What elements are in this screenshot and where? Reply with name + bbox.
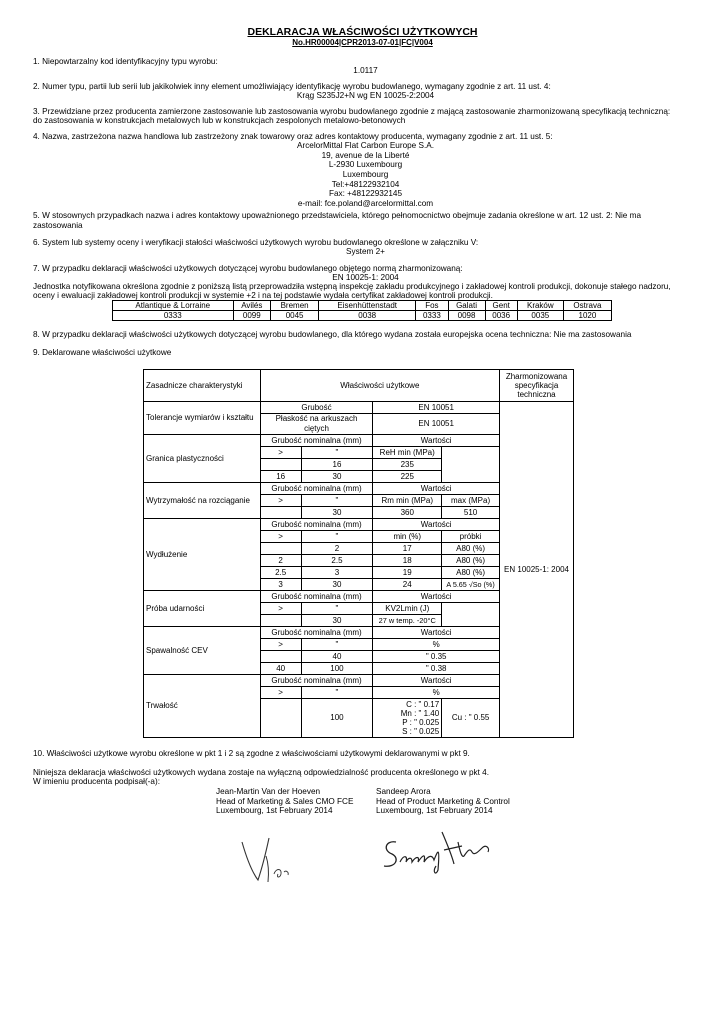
thickness-header: Grubość nominalna (mm) — [260, 675, 373, 687]
lab-code: 0035 — [517, 311, 563, 321]
section-4-text: 4. Nazwa, zastrzeżona nazwa handlowa lub zastrzeżony znak towarowy oraz adres kontaktowy producenta, wymagany zgodnie z art. 11 ust. 5: — [33, 132, 553, 141]
tolerance-flatness-norm: EN 10051 — [373, 414, 500, 435]
thickness-from — [260, 615, 301, 627]
unit-cell: próbki — [442, 531, 500, 543]
cev-label: Spawalność CEV — [144, 627, 261, 675]
tensile-label: Wytrzymałość na rozciąganie — [144, 483, 261, 519]
value-cell: " 0.35 — [373, 651, 500, 663]
elongation-label: Wydłużenie — [144, 519, 261, 591]
section-2-text: 2. Numer typu, partii lub serii lub jakikolwiek inny element umożliwiający identyfikację wyrobu budowlanego, wymagany zgodnie z art. 11 ust. 4: — [33, 82, 551, 91]
thickness-to: 30 — [301, 471, 373, 483]
section-6-text: 6. System lub systemy oceny i weryfikacji stałości właściwości użytkowych wyrobu budowlanego określone w załączniku V: — [33, 238, 479, 247]
thickness-from — [260, 507, 301, 519]
section-8-text: 8. W przypadku deklaracji właściwości użytkowych dotyczącej wyrobu budowlanego, dla którego wydana została europejska ocena techniczna: Nie ma zastosowania — [33, 330, 632, 339]
lab-code: 0036 — [485, 311, 517, 321]
thickness-to: 2 — [301, 543, 373, 555]
gt-symbol: > — [260, 531, 301, 543]
lab-code: 0098 — [448, 311, 485, 321]
thickness-header: Grubość nominalna (mm) — [260, 519, 373, 531]
signature-2-image — [378, 822, 498, 882]
signer-place: Luxembourg, 1st February 2014 — [376, 806, 493, 816]
signer-2 — [376, 787, 510, 816]
thickness-header: Grubość nominalna (mm) — [260, 627, 373, 639]
thickness-from: 3 — [260, 579, 301, 591]
address-line: Luxembourg — [342, 170, 389, 180]
empty-cell — [442, 615, 500, 627]
document-title: DEKLARACJA WŁAŚCIWOŚCI UŻYTKOWYCH — [247, 26, 478, 38]
thickness-header: Grubość nominalna (mm) — [260, 591, 373, 603]
durability-label: Trwałość — [144, 675, 261, 738]
gt-symbol: > — [260, 603, 301, 615]
chemistry-line: S : " 0.025 — [402, 727, 440, 736]
table-row — [144, 402, 574, 414]
properties-table — [143, 369, 574, 738]
codes-row — [113, 311, 612, 321]
address-line: 19, avenue de la Liberté — [321, 150, 410, 160]
lab-name: Avilés — [233, 301, 271, 311]
closing-text: Niniejsza deklaracja właściwości użytkowych wydana zostaje na wyłączną odpowiedzialność producenta określonego w pkt 4. — [33, 768, 490, 777]
section-1-value: 1.0117 — [353, 66, 378, 75]
tolerance-label: Tolerancje wymiarów i kształtu — [144, 402, 261, 435]
spec-line: techniczna — [517, 390, 556, 399]
section-5-text-cont: zastosowania — [33, 221, 83, 230]
thickness-from — [260, 459, 301, 471]
empty-cell — [442, 603, 500, 615]
unit-cell: max (MPa) — [442, 495, 500, 507]
copper-cell: Cu : " 0.55 — [442, 699, 500, 738]
lab-name: Galati — [448, 301, 485, 311]
section-7-body: Jednostka notyfikowana określona zgodnie z poniższą listą przeprowadziła wstępną inspekcję zakładu produkcyjnego i zakładowej kontroli produkcji, dokonuje stałego nadzoru, — [33, 282, 671, 291]
value-cell: 510 — [442, 507, 500, 519]
section-9-text: 9. Deklarowane właściwości użytkowe — [33, 348, 172, 357]
sample-cell: A80 (%) — [442, 567, 500, 579]
thickness-from — [260, 651, 301, 663]
header-properties: Właściwości użytkowe — [260, 370, 499, 402]
chemistry-line: C : " 0.17 — [406, 700, 440, 709]
spec-line: Zharmonizowana — [505, 372, 568, 381]
gt-symbol: > — [260, 639, 301, 651]
signer-1 — [216, 787, 353, 816]
sample-cell: A80 (%) — [442, 555, 500, 567]
lab-name: Fos — [416, 301, 448, 311]
section-6-value: System 2+ — [346, 247, 385, 256]
values-header: Wartości — [373, 675, 500, 687]
le-symbol: " — [301, 447, 373, 459]
empty-cell — [442, 471, 500, 483]
values-header: Wartości — [373, 483, 500, 495]
tolerance-thickness-norm: EN 10051 — [373, 402, 500, 414]
gt-symbol: > — [260, 687, 301, 699]
section-7-norm: EN 10025-1: 2004 — [332, 273, 399, 282]
signer-title: Head of Product Marketing & Control — [376, 796, 510, 806]
thickness-header: Grubość nominalna (mm) — [260, 435, 373, 447]
yield-label: Granica plastyczności — [144, 435, 261, 483]
signer-name: Jean-Martin Van der Hoeven — [216, 787, 321, 796]
signer-place: Luxembourg, 1st February 2014 — [216, 806, 333, 816]
thickness-to: 16 — [301, 459, 373, 471]
spec-line: specyfikacja — [514, 381, 559, 390]
signer-title: Head of Marketing & Sales CMO FCE — [216, 796, 354, 806]
thickness-from: 2 — [260, 555, 301, 567]
address-line: Fax: +48122932145 — [328, 189, 403, 199]
value-cell: 17 — [373, 543, 442, 555]
thickness-to: 30 — [301, 507, 373, 519]
empty-cell — [260, 699, 301, 738]
tolerance-flatness: Płaskość na arkuszach ciętych — [260, 414, 373, 435]
lab-code: 0099 — [233, 311, 271, 321]
signer-name: Sandeep Arora — [376, 787, 431, 796]
value-cell: 18 — [373, 555, 442, 567]
thickness-from: 2.5 — [260, 567, 301, 579]
value-cell: " 0.38 — [373, 663, 500, 675]
header-specification — [500, 370, 574, 402]
thickness-header: Grubość nominalna (mm) — [260, 483, 373, 495]
unit-cell: % — [373, 639, 500, 651]
lab-name: Ostrava — [563, 301, 611, 311]
lab-code: 0045 — [271, 311, 319, 321]
gt-symbol: > — [260, 495, 301, 507]
thickness-to: 2.5 — [301, 555, 373, 567]
section-1-text: 1. Niepowtarzalny kod identyfikacyjny typu wyrobu: — [33, 57, 218, 66]
section-3-text: 3. Przewidziane przez producenta zamierzone zastosowanie lub zastosowania wyrobu budowlanego zgodnie z mającą zastosowanie zharmonizowaną specyfikacją techniczną: — [33, 107, 671, 116]
value-cell: 360 — [373, 507, 442, 519]
unit-cell: % — [373, 687, 500, 699]
unit-cell: min (%) — [373, 531, 442, 543]
sample-cell: A 5.65 √So (%) — [442, 579, 500, 591]
section-5-text: 5. W stosownych przypadkach nazwa i adres kontaktowy upoważnionego przedstawiciela, którego pełnomocnictwo obejmuje zadania określone w art. 12 ust. 2: Nie ma — [33, 211, 642, 220]
value-cell: 27 w temp. -20°C — [373, 615, 442, 627]
section-7-body-cont: oceny i ewaluacji zakładowej kontroli produkcji w systemie +2 i na tej podstawie wydała certyfikat zakładowej kontroli produkcji. — [33, 291, 493, 300]
sample-cell: A80 (%) — [442, 543, 500, 555]
unit-cell: KV2Lmin (J) — [373, 603, 442, 615]
notified-bodies-table — [112, 300, 612, 321]
unit-cell: ReH min (MPa) — [373, 447, 442, 459]
empty-cell — [442, 459, 500, 471]
thickness-to: 100 — [301, 663, 373, 675]
values-header: Wartości — [373, 435, 500, 447]
impact-label: Próba udarności — [144, 591, 261, 627]
empty-cell — [442, 447, 500, 459]
thickness-from: 16 — [260, 471, 301, 483]
section-7-text: 7. W przypadku deklaracji właściwości użytkowych dotyczącej wyrobu budowlanego objętego normą zharmonizowaną: — [33, 264, 463, 273]
value-cell: 225 — [373, 471, 442, 483]
signature-1-image — [236, 828, 316, 886]
address-line: L-2930 Luxembourg — [328, 160, 403, 170]
section-2-value: Krąg S235J2+N wg EN 10025-2:2004 — [296, 91, 435, 100]
lab-name: Atlantique & Lorraine — [113, 301, 234, 311]
gt-symbol: > — [260, 447, 301, 459]
section-3-text-cont: do zastosowania w konstrukcjach metalowych lub w konstrukcjach zespolonych metalowo-betonowych — [33, 116, 406, 125]
value-cell: 19 — [373, 567, 442, 579]
lab-code: 0333 — [416, 311, 448, 321]
closing-text-cont: W imieniu producenta podpisał(-a): — [33, 777, 160, 786]
values-header: Wartości — [373, 591, 500, 603]
table-header — [144, 370, 574, 402]
thickness-to: 3 — [301, 567, 373, 579]
le-symbol: " — [301, 531, 373, 543]
thickness-to: 30 — [301, 615, 373, 627]
labs-row — [113, 301, 612, 311]
thickness-from — [260, 543, 301, 555]
thickness-from: 40 — [260, 663, 301, 675]
chemistry-cell — [373, 699, 442, 738]
values-header: Wartości — [373, 627, 500, 639]
document-number: No.HR00004|CPR2013-07-01|FC|V004 — [292, 38, 433, 47]
lab-code: 0038 — [319, 311, 416, 321]
lab-name: Kraków — [517, 301, 563, 311]
lab-name: Eisenhüttenstadt — [319, 301, 416, 311]
thickness-to: 40 — [301, 651, 373, 663]
spec-value: EN 10025-1: 2004 — [500, 402, 574, 738]
value-cell: 24 — [373, 579, 442, 591]
chemistry-line: P : " 0.025 — [402, 718, 440, 727]
lab-name: Gent — [485, 301, 517, 311]
chemistry-line: Mn : " 1.40 — [400, 709, 440, 718]
address-email: e-mail: fce.poland@arcelormittal.com — [297, 199, 434, 209]
thickness-to: 100 — [301, 699, 373, 738]
lab-code: 1020 — [563, 311, 611, 321]
unit-cell: Rm min (MPa) — [373, 495, 442, 507]
values-header: Wartości — [373, 519, 500, 531]
lab-code: 0333 — [113, 311, 234, 321]
address-line: Tel:+48122932104 — [331, 179, 400, 189]
lab-name: Bremen — [271, 301, 319, 311]
address-line: ArcelorMittal Flat Carbon Europe S.A. — [297, 141, 434, 150]
le-symbol: " — [301, 603, 373, 615]
thickness-to: 30 — [301, 579, 373, 591]
le-symbol: " — [301, 687, 373, 699]
section-4-address — [33, 141, 698, 209]
header-characteristics: Zasadnicze charakterystyki — [144, 370, 261, 402]
value-cell: 235 — [373, 459, 442, 471]
section-10-text: 10. Właściwości użytkowe wyrobu określone w pkt 1 i 2 są zgodne z właściwościami użytkowymi deklarowanymi w pkt 9. — [33, 749, 470, 758]
le-symbol: " — [301, 495, 373, 507]
le-symbol: " — [301, 639, 373, 651]
tolerance-thickness: Grubość — [260, 402, 373, 414]
